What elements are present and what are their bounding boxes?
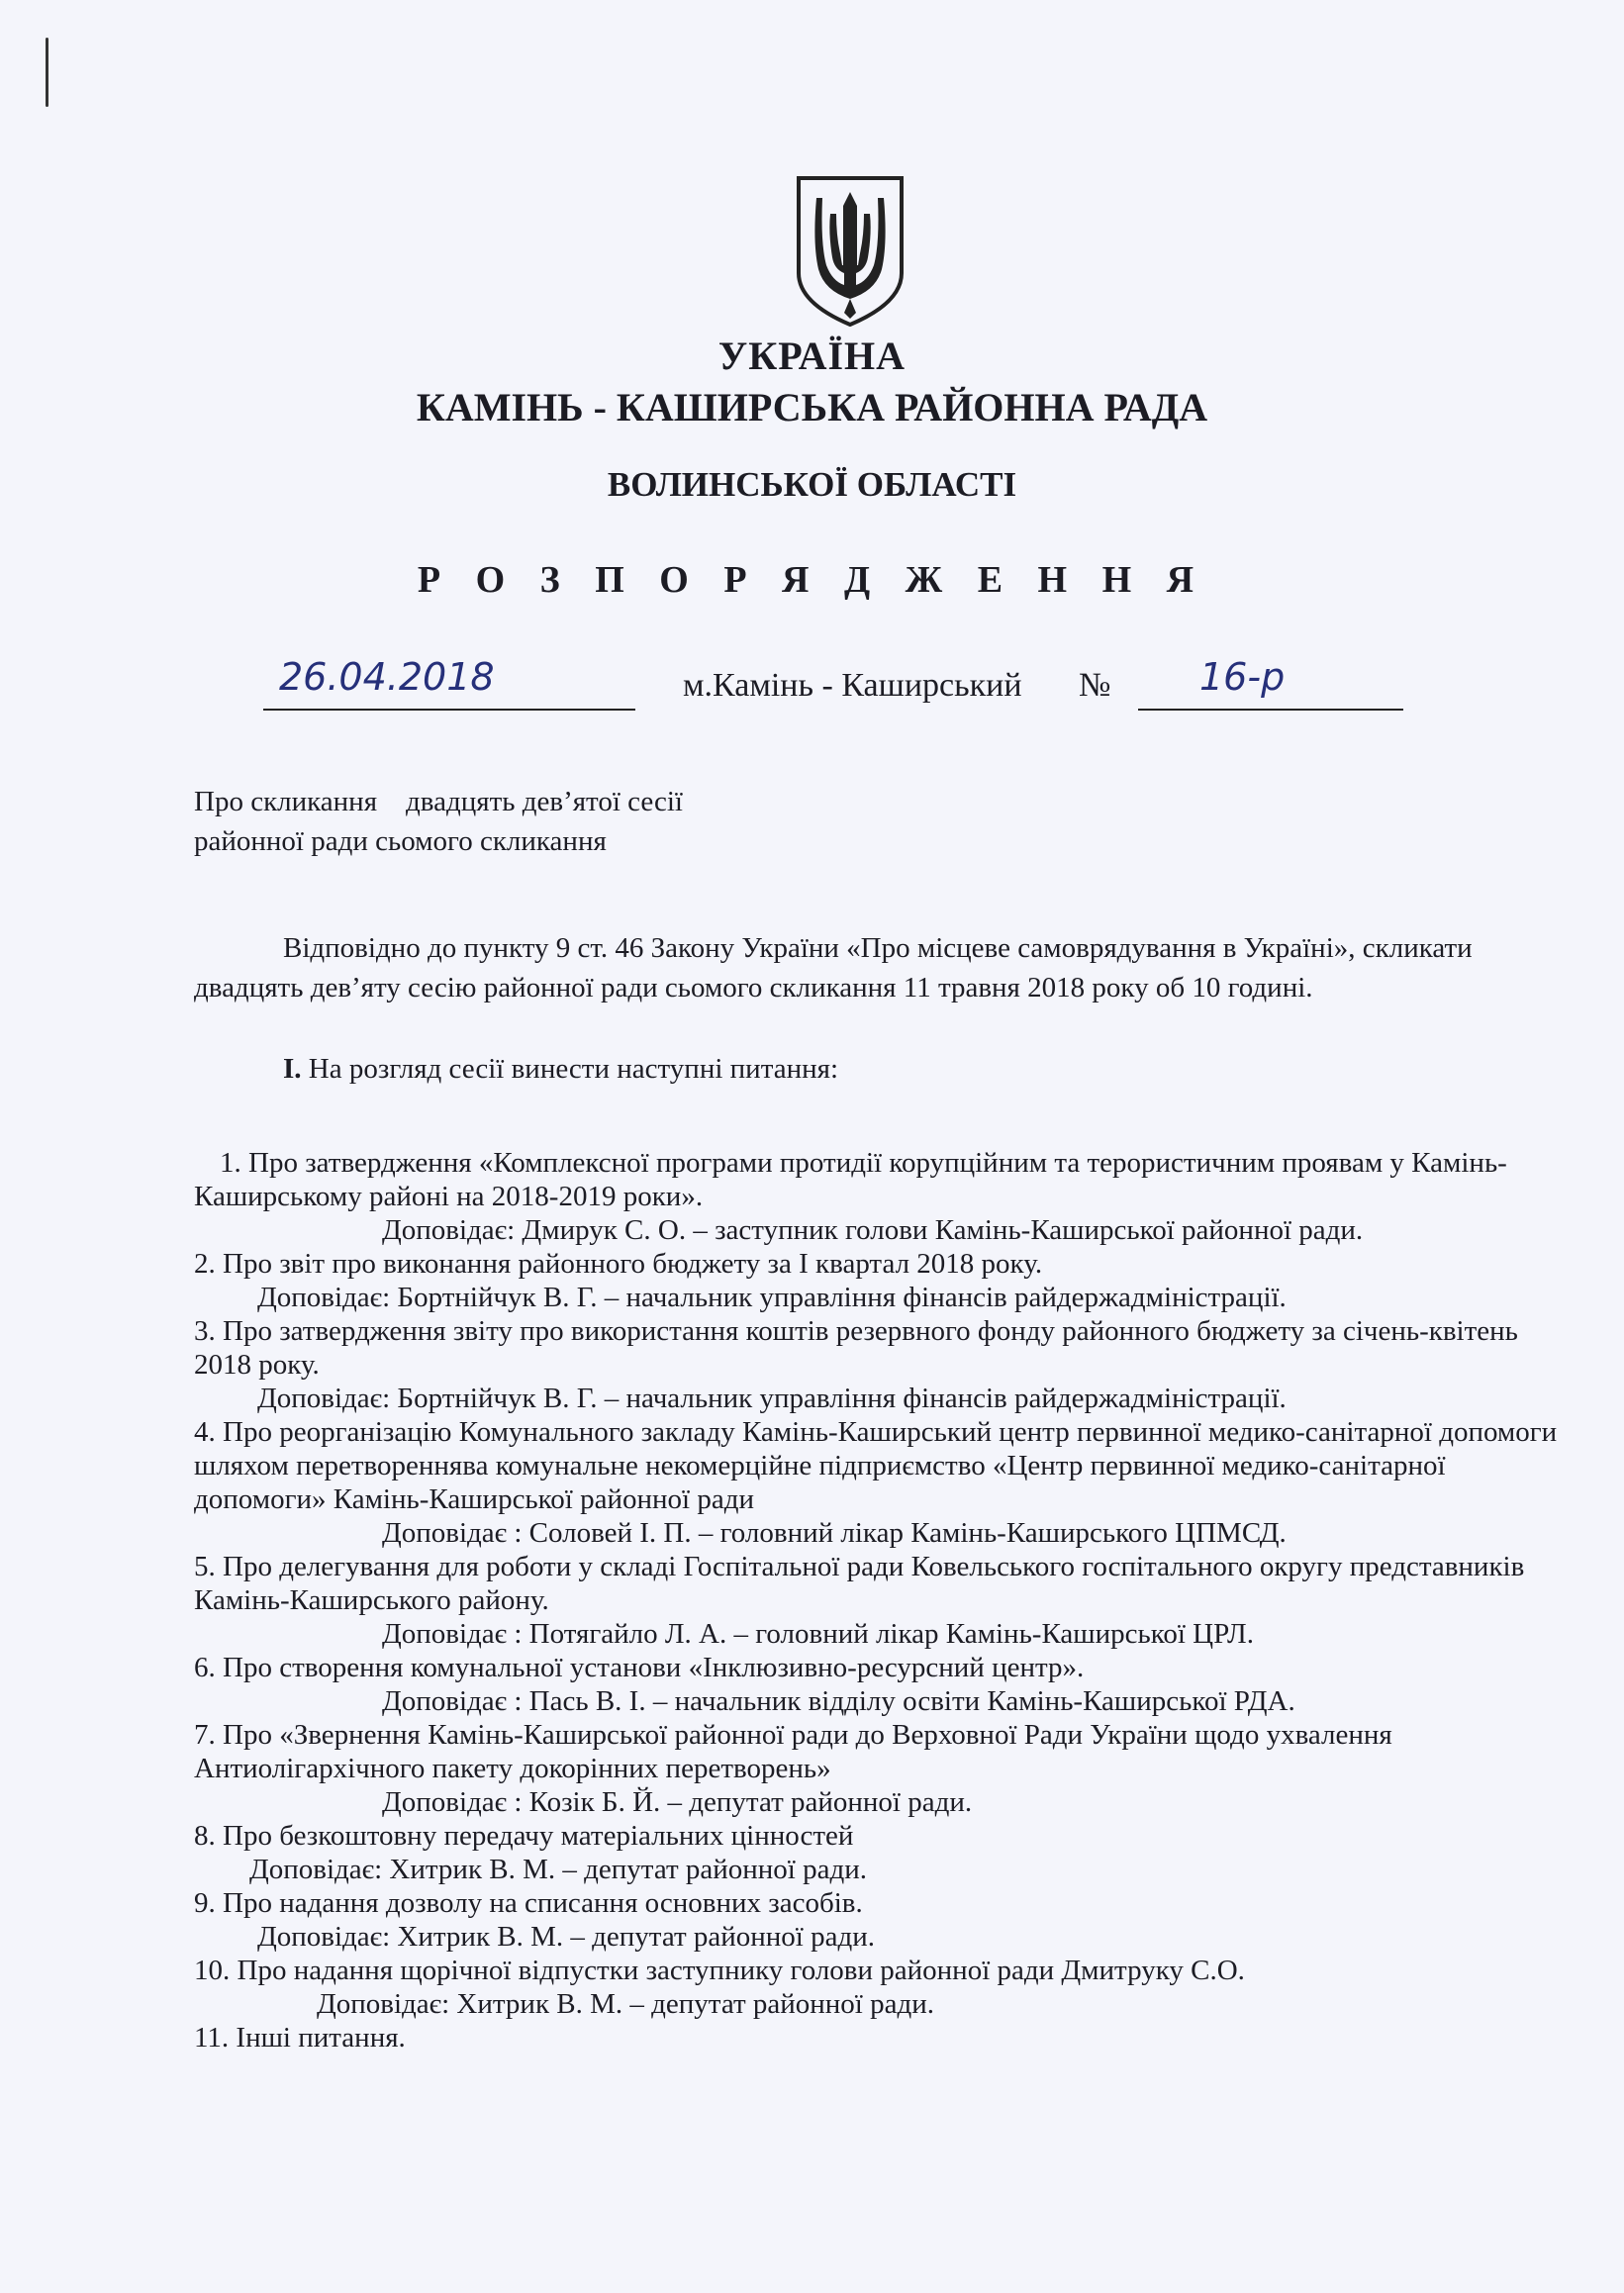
agenda-item-speaker: Доповідає: Дмирук С. О. – заступник голови Камінь-Каширської районної ради. <box>382 1214 1364 1246</box>
agenda-item-title: 9. Про надання дозволу на списання основних засобів. <box>194 1887 863 1919</box>
agenda-item-speaker: Доповідає: Хитрик В. М. – депутат районної ради. <box>257 1921 876 1953</box>
body-paragraph: Відповідно до пункту 9 ст. 46 Закону України «Про місцеве самоврядування в Україні», скликати двадцять дев’яту сесію районної ради сьомого скликання 11 травня 2018 року об 10 годині. <box>194 932 1473 1003</box>
agenda-item-title: 2. Про звіт про виконання районного бюджету за І квартал 2018 року. <box>194 1248 1043 1280</box>
date-field <box>263 657 635 711</box>
agenda-item-speaker: Доповідає: Хитрик В. М. – депутат районної ради. <box>249 1854 868 1885</box>
agenda-item <box>194 1146 1570 1247</box>
agenda-item-title: 11. Інші питання. <box>194 2022 406 2054</box>
agenda-item <box>194 1550 1570 1651</box>
agenda-item <box>194 1718 1570 1819</box>
agenda-item-speaker: Доповідає: Хитрик В. М. – депутат районної ради. <box>317 1988 935 2020</box>
agenda-item-title: 1. Про затвердження «Комплексної програми протидії корупційним та терористичним проявам у Камінь-Каширському районі на 2018-2019 роки». <box>194 1147 1507 1212</box>
agenda-item-title: 6. Про створення комунальної установи «Інклюзивно-ресурсний центр». <box>194 1652 1085 1683</box>
agenda-item-title: 4. Про реорганізацію Комунального закладу Камінь-Каширський центр первинної медико-санітарної допомоги шляхом перетвореннява комунальне некомерційне підприємство «Центр первинної медико-санітарної допомоги» Камінь-Каширської районної ради <box>194 1416 1558 1515</box>
agenda-item <box>194 1247 1570 1314</box>
agenda-item-speaker: Доповідає : Козік Б. Й. – депутат районної ради. <box>382 1786 973 1818</box>
section-number: І. <box>283 1053 302 1085</box>
council-title: КАМІНЬ - КАШИРСЬКА РАЙОННА РАДА <box>416 385 1208 430</box>
agenda-item-speaker: Доповідає: Бортнійчук В. Г. – начальник управління фінансів райдержадміністрації. <box>257 1282 1287 1313</box>
margin-mark <box>46 38 48 107</box>
agenda-item-title: 7. Про «Звернення Камінь-Каширської районної ради до Верховної Ради України щодо ухвалення Антиолігархічного пакету докорінних перетворень» <box>194 1719 1392 1784</box>
region-title: ВОЛИНСЬКОЇ ОБЛАСТІ <box>607 465 1017 504</box>
agenda-item-title: 10. Про надання щорічної відпустки заступнику голови районної ради Дмитруку С.О. <box>194 1955 1245 1986</box>
document-type: Р О З П О Р Я Д Ж Е Н Н Я <box>417 559 1207 601</box>
agenda-list <box>194 1146 1570 2054</box>
agenda-item-title: 8. Про безкоштовну передачу матеріальних цінностей <box>194 1820 854 1852</box>
agenda-item-speaker: Доповідає : Пась В. І. – начальник відділу освіти Камінь-Каширської РДА. <box>382 1685 1295 1717</box>
section-heading <box>283 1053 838 1086</box>
order-subject <box>194 782 683 861</box>
agenda-item-title: 3. Про затвердження звіту про використання коштів резервного фонду районного бюджету за січень-квітень 2018 року. <box>194 1315 1518 1381</box>
handwritten-date: 26.04.2018 <box>279 655 495 699</box>
number-sign: № <box>1079 667 1111 704</box>
trident-coat-of-arms-icon <box>795 174 906 329</box>
agenda-item-speaker: Доповідає : Потягайло Л. А. – головний лікар Камінь-Каширської ЦРЛ. <box>382 1618 1254 1650</box>
agenda-item-title: 5. Про делегування для роботи у складі Госпітальної ради Ковельського госпітального округу представників Камінь-Каширського району. <box>194 1551 1525 1616</box>
agenda-item-speaker: Доповідає : Соловей І. П. – головний лікар Камінь-Каширського ЦПМСД. <box>382 1517 1287 1549</box>
subject-line: районної ради сьомого скликання <box>194 825 607 857</box>
agenda-item-speaker: Доповідає: Бортнійчук В. Г. – начальник управління фінансів райдержадміністрації. <box>257 1383 1287 1414</box>
agenda-item <box>194 1651 1570 1718</box>
agenda-item <box>194 1819 1570 1886</box>
city-name: м.Камінь - Каширський <box>683 667 1022 704</box>
agenda-item <box>194 1886 1570 1954</box>
country-title: УКРАЇНА <box>717 334 907 378</box>
agenda-item <box>194 2021 1570 2054</box>
section-text: На розгляд сесії винести наступні питання: <box>301 1053 839 1085</box>
agenda-item <box>194 1314 1570 1415</box>
order-body <box>194 928 1546 1007</box>
agenda-item <box>194 1415 1570 1550</box>
dateline <box>0 657 1624 717</box>
number-field <box>1138 657 1403 711</box>
subject-line: Про скликання двадцять дев’ятої сесії <box>194 786 683 817</box>
agenda-item <box>194 1954 1570 2021</box>
handwritten-number: 16-р <box>1199 655 1286 699</box>
